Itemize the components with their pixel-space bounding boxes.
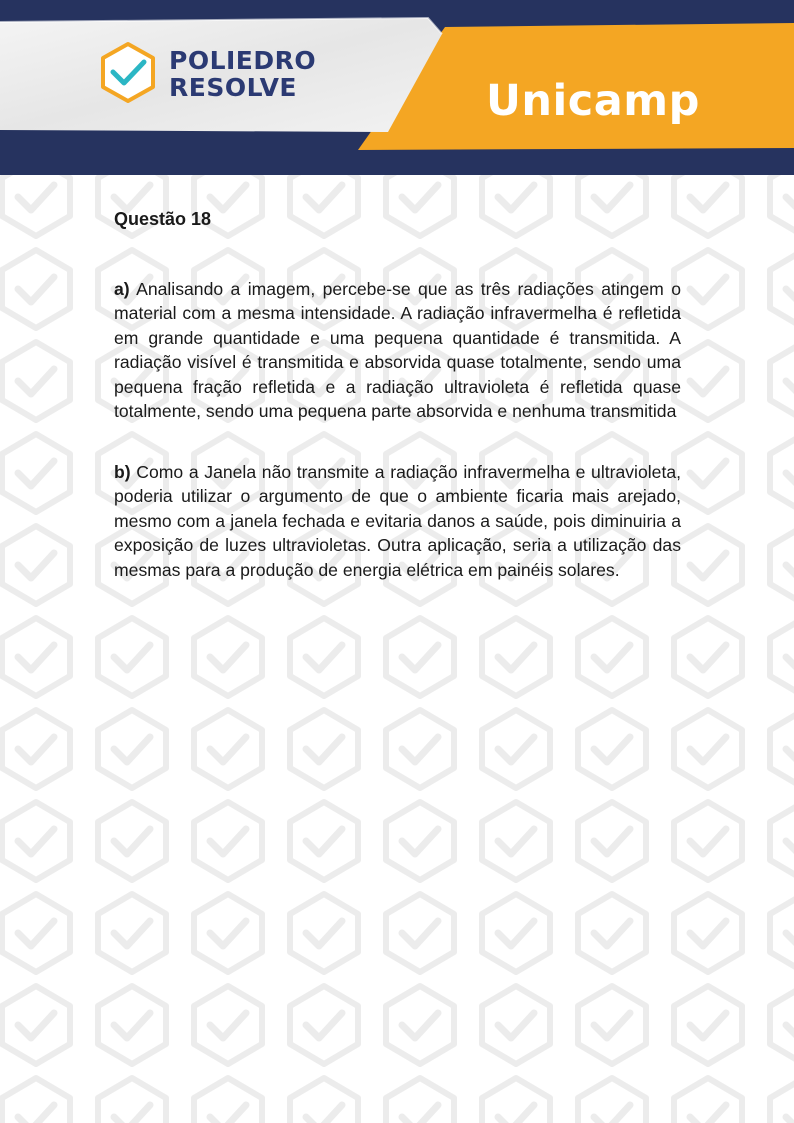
answer-a-letter: a) [114,278,130,299]
answer-b [114,460,681,583]
logo-check-icon [103,44,153,101]
brand-logo-text [169,47,316,101]
document-content [114,207,681,582]
answer-b-text: Como a Janela não transmite a radiação infravermelha e ultravioleta, poderia utilizar o argumento de que o ambiente ficaria mais arejado, mesmo com a janela fechada e evitaria danos a saúde, pois diminuiria a exposição de luzes ultravioletas. Outra aplicação, seria a utilização das mesmas para a produção de energia elétrica em painéis solares. [114,461,682,580]
brand-line-2: RESOLVE [169,73,297,102]
answer-a [114,277,681,424]
brand-line-1: POLIEDRO [169,46,317,75]
exam-title: Unicamp [486,76,700,126]
answer-b-letter: b) [114,461,131,482]
answer-a-text: Analisando a imagem, percebe-se que as três radiações atingem o material com a mesma intensidade. A radiação infravermelha é refletida em grande quantidade e uma pequena quantidade é transmitida. A radiação visível é transmitida e absorvida quase totalmente, sendo uma pequena fração refletida e a radiação ultravioleta é refletida quase totalmente, sendo uma pequena parte absorvida e nenhuma transmitida [114,278,681,421]
question-title: Questão 18 [114,209,212,229]
